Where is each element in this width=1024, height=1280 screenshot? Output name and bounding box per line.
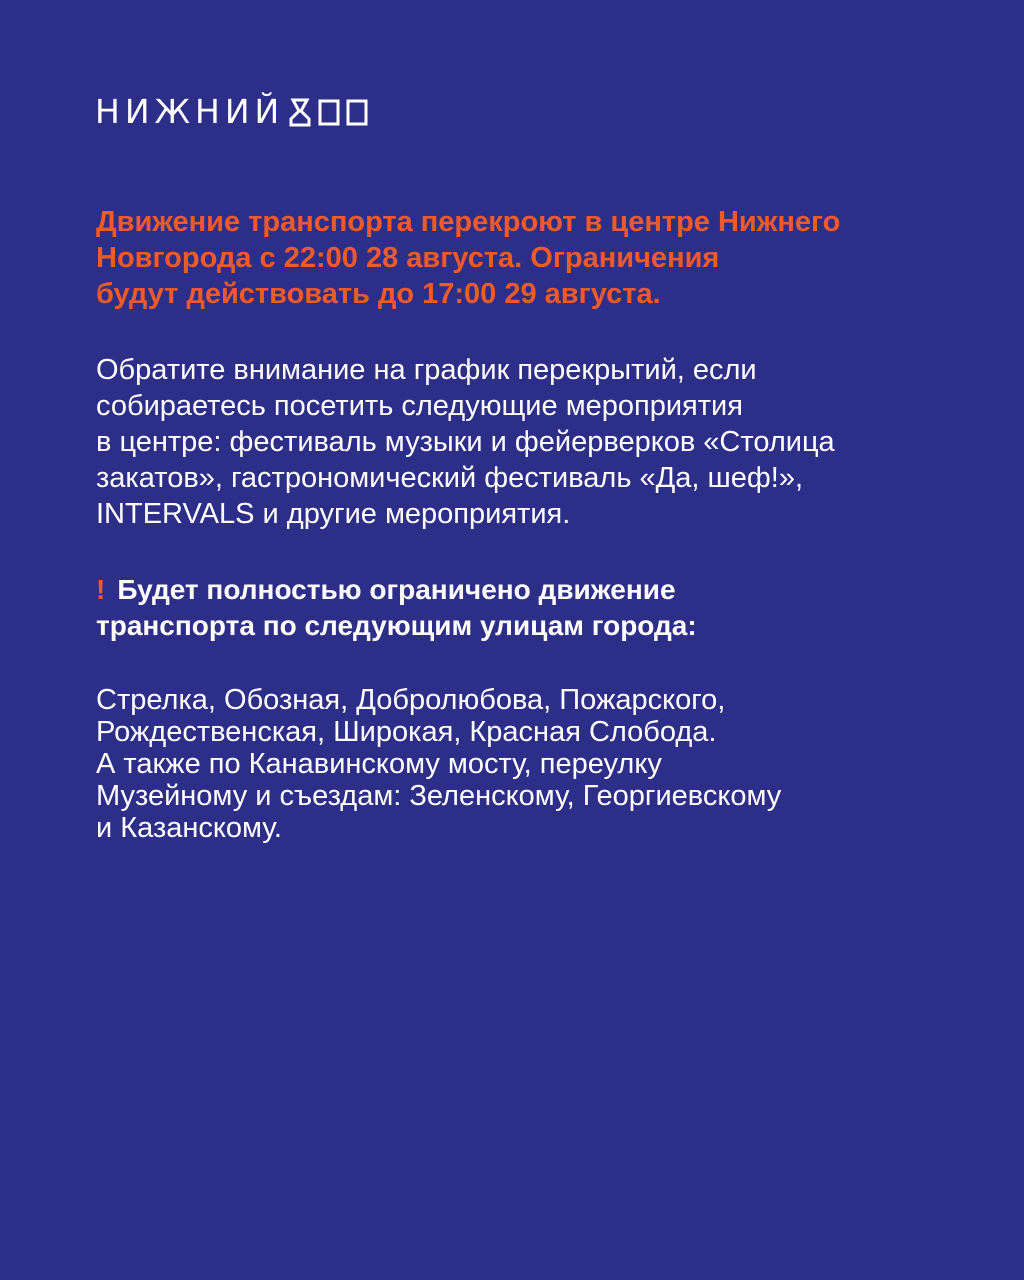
warning-text: Будет полностью ограничено движение транспорта по следующим улицам города: bbox=[96, 574, 697, 641]
exclamation-icon: ! bbox=[96, 574, 106, 605]
headline: Движение транспорта перекроют в центре Нижнего Новгорода с 22:00 28 августа. Ограничения будут действовать до 17:00 29 августа. bbox=[96, 206, 841, 310]
main-content bbox=[96, 204, 976, 844]
streets-list: Стрелка, Обозная, Добролюбова, Пожарского, Рождественская, Широкая, Красная Слобода. А также по Канавинскому мосту, переулку Музейному и съездам: Зеленскому, Георгиевскому и Казанскому. bbox=[96, 684, 782, 844]
brand-logo bbox=[95, 94, 370, 130]
logo-wordmark: НИЖНИЙ bbox=[95, 92, 285, 131]
warning-block bbox=[96, 572, 976, 644]
logo-number-800 bbox=[288, 97, 370, 127]
info-paragraph: Обратите внимание на график перекрытий, если собираетесь посетить следующие мероприятия в центре: фестиваль музыки и фейерверков «Столица закатов», гастрономический фестиваль «Да, шеф!», INTERVALS и другие мероприятия. bbox=[96, 354, 835, 530]
